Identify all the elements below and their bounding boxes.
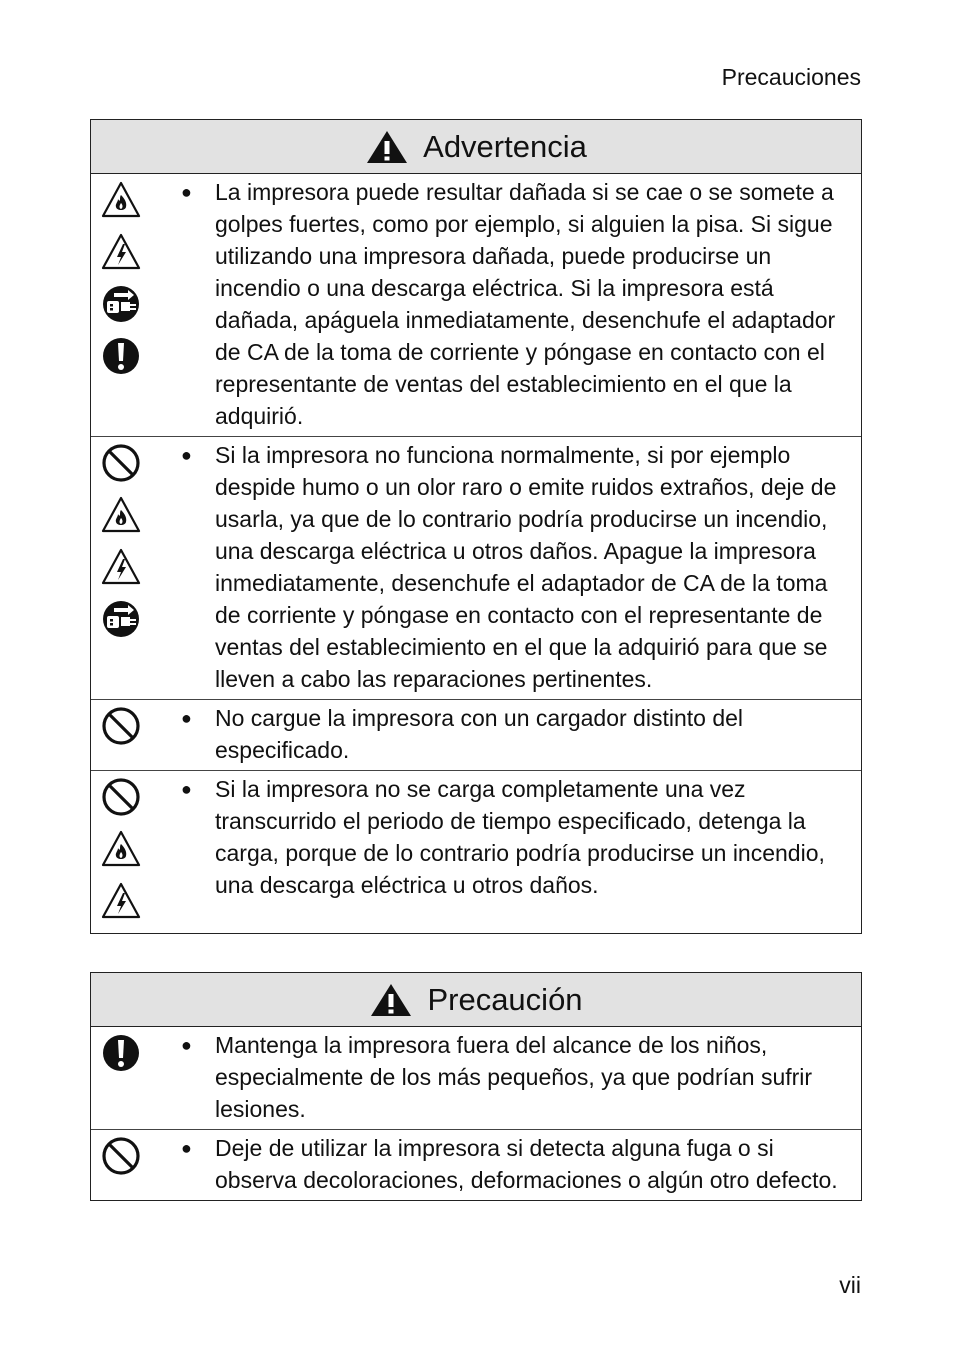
safety-icons [91, 1130, 151, 1200]
prohibited-icon [101, 706, 141, 746]
warning-triangle-icon [369, 982, 413, 1018]
safety-icons [91, 174, 151, 436]
unplug-icon [101, 599, 141, 639]
fire-warning-icon [101, 180, 141, 220]
prohibited-icon [101, 443, 141, 483]
precaution-text: Si la impresora no funciona normalmente, si por ejemplo despide humo o un olor raro o emite ruidos extraños, deje de usarla, ya que de lo contrario podría producirse un incendio, una descarga eléctrica u otros daños. Apague la impresora inmediatamente, desenchufe el adaptador de CA de la toma de corriente y póngase en contacto con el representante de ventas del establecimiento en el que la adquirió para que se lleven a cabo las reparaciones pertinentes. [215, 442, 837, 692]
mandatory-icon [101, 1033, 141, 1073]
precaution-row [91, 174, 861, 437]
safety-icons [91, 437, 151, 699]
caution-box [90, 972, 862, 1201]
electric-shock-warning-icon [101, 547, 141, 587]
caution-title: Precaución [427, 981, 583, 1017]
safety-icons [91, 700, 151, 770]
prohibited-icon [101, 777, 141, 817]
safety-icons [91, 771, 151, 933]
precaution-text: Si la impresora no se carga completamente una vez transcurrido el periodo de tiempo especificado, detenga la carga, porque de lo contrario podría producirse un incendio, una descarga eléctrica u otros daños. [215, 776, 825, 898]
bullet: ● [181, 1035, 192, 1055]
safety-icons [91, 1027, 151, 1129]
bullet: ● [181, 779, 192, 799]
page-number: vii [839, 1272, 861, 1298]
precaution-text: Mantenga la impresora fuera del alcance de los niños, especialmente de los más pequeños, ya que podrían sufrir lesiones. [215, 1032, 813, 1122]
precaution-row [91, 700, 861, 771]
warning-triangle-icon [365, 129, 409, 165]
precaution-row [91, 1130, 861, 1200]
fire-warning-icon [101, 829, 141, 869]
fire-warning-icon [101, 495, 141, 535]
running-head: Precauciones [721, 64, 861, 90]
unplug-icon [101, 284, 141, 324]
caution-header [91, 973, 861, 1027]
bullet: ● [181, 708, 192, 728]
warning-title: Advertencia [423, 128, 587, 164]
electric-shock-warning-icon [101, 881, 141, 921]
precaution-text: Deje de utilizar la impresora si detecta alguna fuga o si observa decoloraciones, deformaciones o algún otro defecto. [215, 1135, 838, 1193]
prohibited-icon [101, 1136, 141, 1176]
mandatory-icon [101, 336, 141, 376]
warning-box [90, 119, 862, 934]
precaution-row [91, 437, 861, 700]
bullet: ● [181, 445, 192, 465]
precaution-row [91, 1027, 861, 1130]
precaution-text: La impresora puede resultar dañada si se cae o se somete a golpes fuertes, como por ejemplo, si alguien la pisa. Si sigue utilizando una impresora dañada, puede producirse un incendio o una descarga eléctrica. Si la impresora está dañada, apáguela inmediatamente, desenchufe el adaptador de CA de la toma de corriente y póngase en contacto con el representante de ventas del establecimiento en el que la adquirió. [215, 179, 836, 429]
precaution-row [91, 771, 861, 933]
bullet: ● [181, 182, 192, 202]
electric-shock-warning-icon [101, 232, 141, 272]
bullet: ● [181, 1138, 192, 1158]
precaution-text: No cargue la impresora con un cargador distinto del especificado. [215, 705, 744, 763]
warning-header [91, 120, 861, 174]
